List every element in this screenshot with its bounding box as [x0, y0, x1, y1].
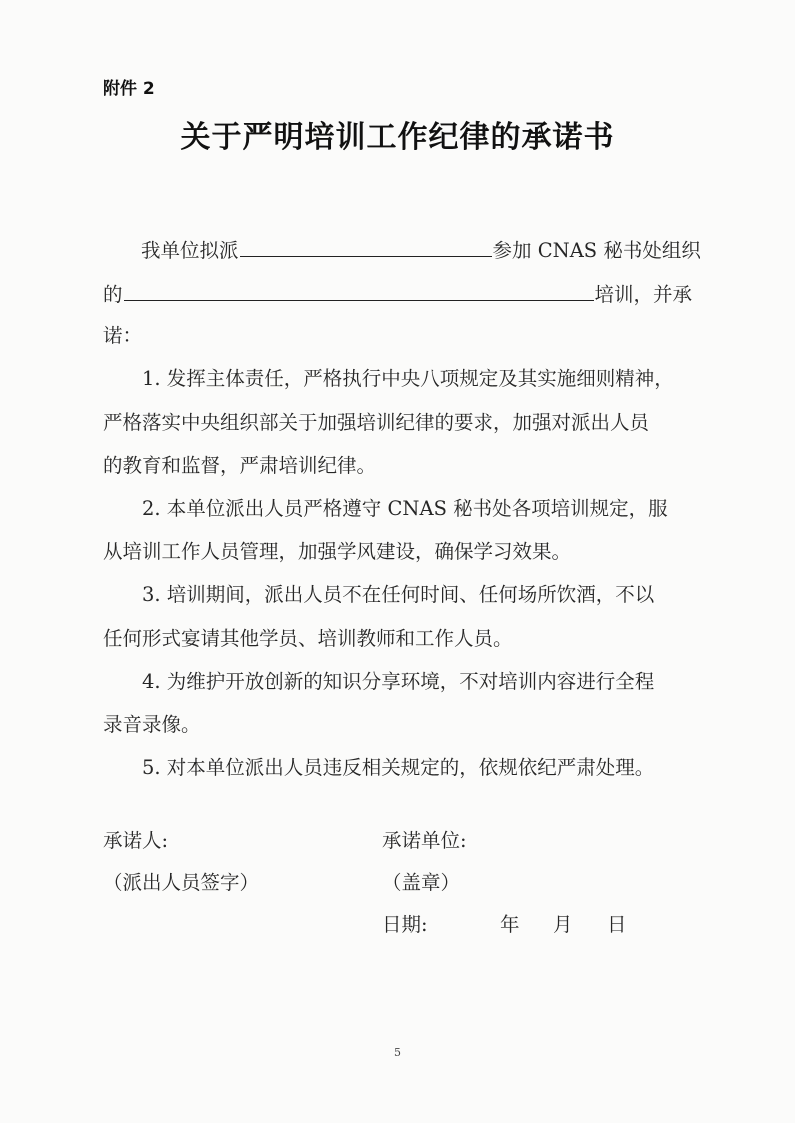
attachment-label: 附件 2 [103, 79, 155, 99]
item-1-line-2: 严格落实中央组织部关于加强培训纪律的要求，加强对派出人员 [103, 411, 650, 434]
intro-line-1 [141, 236, 701, 264]
unit-note: （盖章） [382, 871, 461, 894]
date-month: 月 [553, 913, 573, 936]
item-3-line-2: 任何形式宴请其他学员、培训教师和工作人员。 [103, 627, 513, 650]
page-number: 5 [394, 1046, 401, 1059]
item-2-line-2: 从培训工作人员管理，加强学风建设，确保学习效果。 [103, 540, 572, 563]
document-title: 关于严明培训工作纪律的承诺书 [180, 120, 615, 155]
date-day: 日 [607, 913, 627, 936]
promisor-note: （派出人员签字） [103, 871, 260, 894]
dispatched-person-blank[interactable] [240, 236, 492, 257]
intro-after-blank-2: 培训，并承 [594, 283, 693, 306]
promisor-label: 承诺人: [103, 829, 169, 852]
item-4-line-2: 录音录像。 [103, 713, 201, 736]
unit-label: 承诺单位: [382, 829, 467, 852]
item-1-line-1: 1. 发挥主体责任，严格执行中央八项规定及其实施细则精神， [142, 367, 674, 390]
intro-prefix: 我单位拟派 [141, 239, 239, 262]
training-name-blank[interactable] [124, 280, 594, 301]
intro-after-blank-1: 参加 CNAS 秘书处组织 [492, 239, 701, 262]
item-4-line-1: 4. 为维护开放创新的知识分享环境，不对培训内容进行全程 [142, 670, 655, 693]
date-label: 日期: [382, 913, 428, 936]
intro-line-3: 诺： [103, 324, 143, 347]
date-year: 年 [500, 913, 520, 936]
intro-line2-prefix: 的 [103, 283, 123, 306]
item-1-line-3: 的教育和监督，严肃培训纪律。 [103, 454, 377, 477]
item-5-line-1: 5. 对本单位派出人员违反相关规定的，依规依纪严肃处理。 [142, 756, 655, 779]
item-3-line-1: 3. 培训期间，派出人员不在任何时间、任何场所饮酒，不以 [142, 583, 655, 606]
item-2-line-1: 2. 本单位派出人员严格遵守 CNAS 秘书处各项培训规定，服 [142, 497, 668, 520]
intro-line-2 [103, 280, 692, 308]
